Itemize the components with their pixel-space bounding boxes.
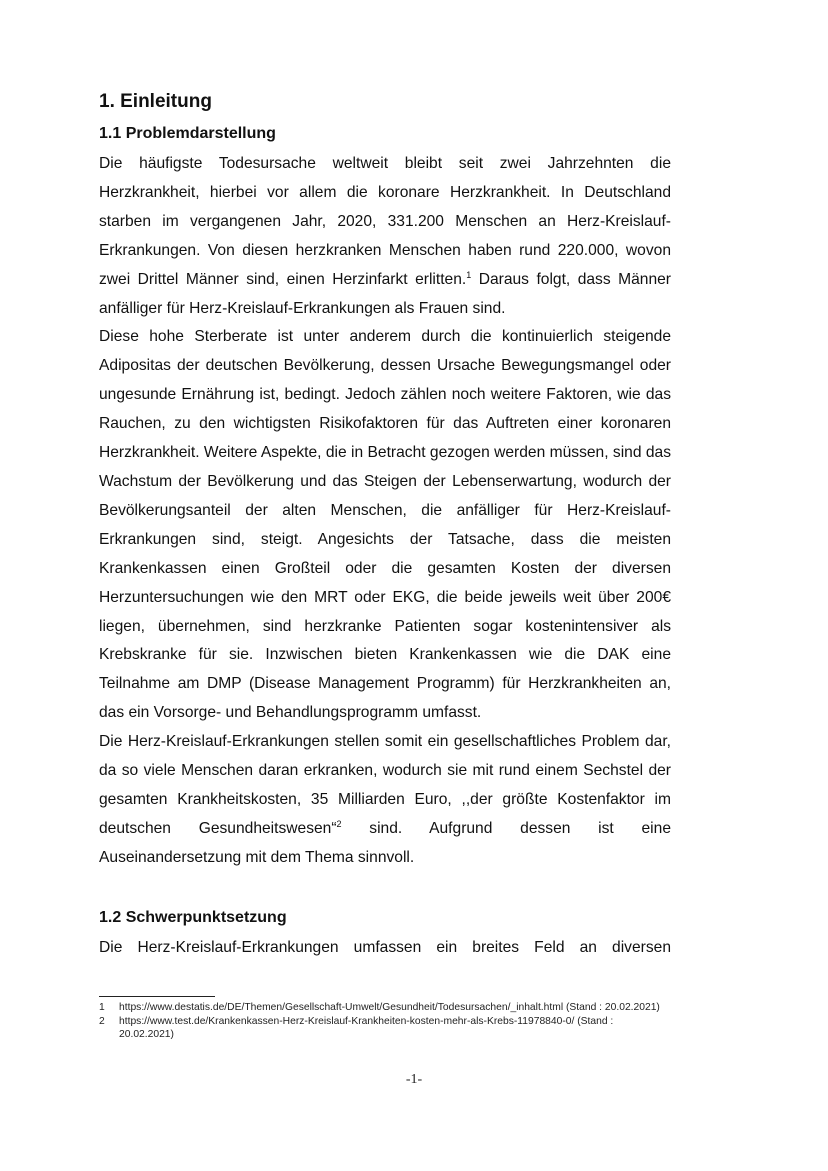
footnote-separator [99,996,215,997]
footnote-link[interactable]: https://www.destatis.de/DE/Themen/Gesellschaft-Umwelt/Gesundheit/Todesursachen/_inhalt.html (Stand : 20.02.2021) [119,1002,660,1013]
footnote-1 [99,1001,669,1015]
chapter-heading: 1. Einleitung [99,91,212,112]
footnote-number: 2 [99,1015,105,1027]
section-heading-schwerpunktsetzung: 1.2 Schwerpunktsetzung [99,908,287,926]
paragraph-3 [99,728,671,873]
footnotes [99,1001,669,1042]
page-number: -1- [405,1072,423,1087]
page-content [99,88,671,963]
paragraph-4: Die Herz-Kreislauf-Erkrankungen umfassen ein breites Feld an diversen [99,938,671,956]
paragraph-1-text-cont: Daraus folgt, dass Männer anfälliger für Herz-Kreislauf-Erkrankungen als Frauen sind. [99,270,671,317]
paragraph-2: Diese hohe Sterberate ist unter anderem durch die kontinuierlich steigende Adipositas der deutschen Bevölkerung, dessen Ursache Bewegungsmangel oder ungesunde Ernährung ist, bedingt. Jedoch zählen noch weitere Faktoren, wie das Rauchen, zu den wichtigsten Risikofaktoren für das Auftreten einer koronaren Herzkrankheit. Weitere Aspekte, die in Betracht gezogen werden müssen, sind das Wachstum der Bevölkerung und das Steigen der Lebenserwartung, wodurch der Bevölkerungsanteil der alten Menschen, die anfälliger für Herz-Kreislauf-Erkrankungen sind, steigt. Angesichts der Tatsache, dass die meisten Krankenkassen einen Großteil oder die gesamten Kosten der diversen Herzuntersuchungen wie den MRT oder EKG, die beide jeweils weit über 200€ liegen, übernehmen, sind herzkranke Patienten sogar kostenintensiver als Krebskranke für sie. Inzwischen bieten Krankenkassen wie die DAK eine Teilnahme am DMP (Disease Management Programm) für Herzkrankheiten an, das ein Vorsorge- und Behandlungsprogramm umfasst. [99,328,671,722]
paragraph-3-text-cont: sind. Aufgrund dessen ist eine Auseinandersetzung mit dem Thema sinnvoll. [99,819,671,866]
footnote-number: 1 [99,1002,105,1013]
footnote-ref-2[interactable]: 2 [336,818,342,829]
footnote-link[interactable]: https://www.test.de/Krankenkassen-Herz-Kreislauf-Krankheiten-kosten-mehr-als-Krebs-11978840-0/ (Stand : 20.02.2021) [119,1015,614,1040]
paragraph-3-text: Die Herz-Kreislauf-Erkrankungen stellen somit ein gesellschaftliches Problem dar, da so viele Menschen daran erkranken, wodurch sie mit rund einem Sechstel der gesamten Krankheitskosten, 35 Milliarden Euro, ,,der größte Kostenfaktor im deutschen Gesundheitswesen“ [99,733,671,837]
paragraph-1 [99,150,671,323]
section-heading-problemdarstellung: 1.1 Problemdarstellung [99,125,276,142]
footnote-2 [99,1015,669,1042]
footnote-ref-1[interactable]: 1 [466,269,472,280]
paragraph-1-text: Die häufigste Todesursache weltweit bleibt seit zwei Jahrzehnten die Herzkrankheit, hierbei vor allem die koronare Herzkrankheit. In Deutschland starben im vergangenen Jahr, 2020, 331.200 Menschen an Herz-Kreislauf-Erkrankungen. Von diesen herzkranken Menschen haben rund 220.000, wovon zwei Drittel Männer sind, einen Herzinfarkt erlitten. [99,155,671,288]
